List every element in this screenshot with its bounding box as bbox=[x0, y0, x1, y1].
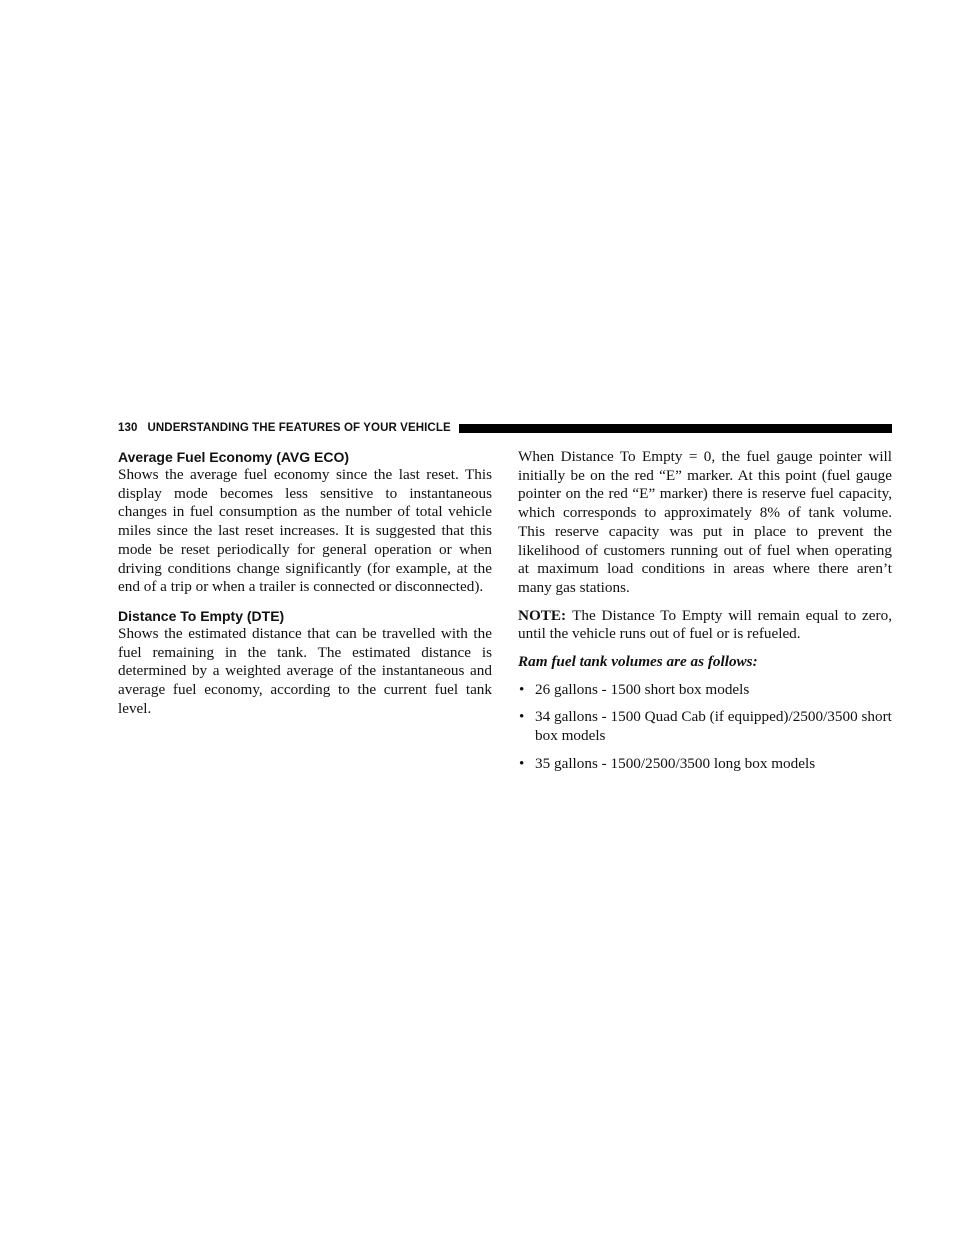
page-header bbox=[118, 420, 892, 436]
right-column bbox=[518, 448, 892, 774]
tank-volumes-list bbox=[518, 681, 892, 774]
note-paragraph bbox=[518, 607, 892, 644]
list-item-text: 34 gallons - 1500 Quad Cab (if equipped)/2500/3500 short box models bbox=[535, 708, 892, 745]
left-column bbox=[118, 448, 492, 718]
avg-eco-heading: Average Fuel Economy (AVG ECO) bbox=[118, 449, 350, 465]
bullet-icon: • bbox=[519, 680, 525, 698]
reserve-fuel-paragraph: When Distance To Empty = 0, the fuel gauge pointer will initially be on the red “E” marker. At this point (fuel gauge pointer on the red “E” marker) there is reserve fuel capacity, which corresponds to approximately 8% of tank volume. This reserve capacity was put in place to prevent the likelihood of customers running out of fuel when operating at maximum load conditions in areas where there aren’t many gas stations. bbox=[518, 448, 892, 596]
list-item bbox=[518, 681, 892, 700]
tank-volumes-intro: Ram fuel tank volumes are as follows: bbox=[518, 653, 758, 671]
section-title: UNDERSTANDING THE FEATURES OF YOUR VEHICLE bbox=[147, 422, 451, 434]
bullet-icon: • bbox=[519, 708, 525, 726]
dte-heading: Distance To Empty (DTE) bbox=[118, 607, 285, 624]
list-item bbox=[518, 755, 892, 774]
avg-eco-paragraph: Shows the average fuel economy since the last reset. This display mode becomes less sensitive to instantaneous changes in fuel consumption as the number of total vehicle miles since the last reset increases. It is suggested that this mode be reset periodically for general operation or when driving conditions change significantly (for example, at the end of a trip or when a trailer is connected or disconnected). bbox=[118, 466, 492, 596]
list-item-text: 35 gallons - 1500/2500/3500 long box models bbox=[535, 754, 816, 772]
header-rule bbox=[459, 424, 892, 433]
page-number: 130 bbox=[118, 422, 138, 434]
dte-paragraph: Shows the estimated distance that can be travelled with the fuel remaining in the tank. The estimated distance is determined by a weighted average of the instantaneous and average fuel economy, according to the current fuel tank level. bbox=[118, 624, 492, 717]
note-text: The Distance To Empty will remain equal to zero, until the vehicle runs out of fuel or is refueled. bbox=[518, 606, 892, 643]
list-item bbox=[518, 708, 892, 745]
list-item-text: 26 gallons - 1500 short box models bbox=[535, 680, 750, 698]
bullet-icon: • bbox=[519, 754, 525, 772]
note-label: NOTE: bbox=[518, 606, 567, 624]
